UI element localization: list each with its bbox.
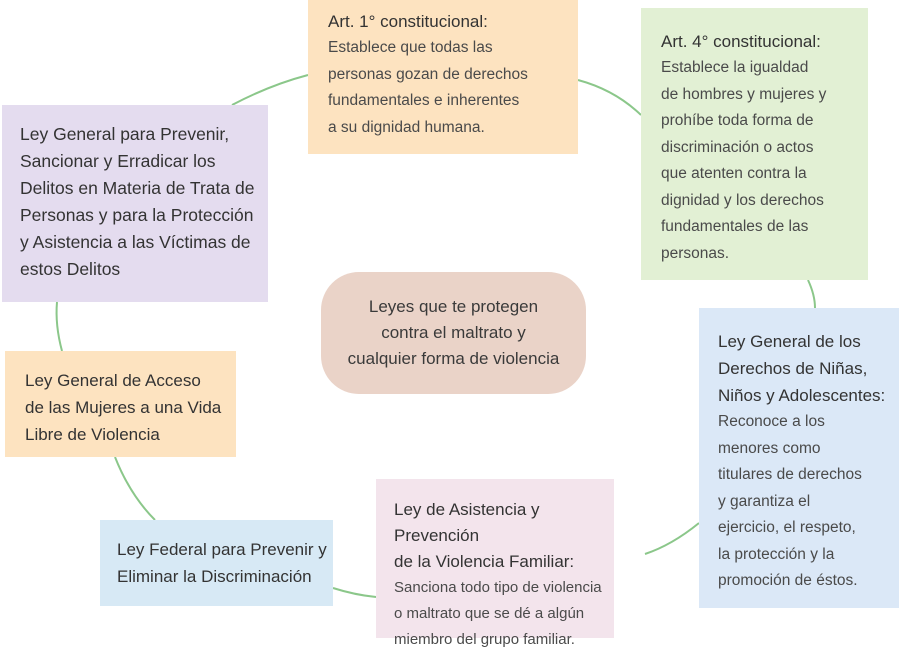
node-ley-trata-personas — [2, 105, 268, 302]
connector-art1-art4 — [578, 80, 641, 115]
node-title: Ley Federal para Prevenir y Eliminar la Discriminación — [117, 540, 327, 586]
node-ley-derechos-ninos — [699, 308, 899, 608]
node-ley-discriminacion — [100, 520, 333, 606]
center-topic: Leyes que te protegen contra el maltrato y cualquier forma de violencia — [321, 272, 586, 394]
node-art1-constitucional — [308, 0, 578, 154]
node-ley-acceso-mujeres — [5, 351, 236, 457]
connector-ninos-familiar — [645, 523, 699, 554]
connector-acceso-trata — [57, 302, 62, 351]
connector-discrim-acceso — [115, 457, 155, 520]
connector-trata-art1 — [232, 75, 308, 105]
node-ley-violencia-familiar — [376, 479, 614, 648]
node-title: Art. 4° constitucional: — [661, 32, 821, 51]
node-art4-constitucional — [641, 8, 868, 280]
node-title: Ley General de Acceso de las Mujeres a una Vida Libre de Violencia — [25, 371, 222, 444]
node-title: Ley de Asistencia y Prevención de la Violencia Familiar: — [394, 500, 575, 571]
node-title: Ley General para Prevenir, Sancionar y Erradicar los Delitos en Materia de Trata de Personas y para la Protección y Asistencia a las Víctimas de estos Delitos — [20, 124, 255, 279]
node-body: Establece la igualdad de hombres y mujeres y prohíbe toda forma de discriminación o actos que atenten contra la dignidad y los derechos fundamentales de las personas. — [661, 59, 827, 262]
node-title: Ley General de los Derechos de Niñas, Niños y Adolescentes: — [718, 332, 886, 405]
node-body: Reconoce a los menores como titulares de derechos y garantiza el ejercicio, el respeto, la protección y la promoción de éstos. — [718, 413, 862, 589]
connector-familiar-discrim — [333, 588, 376, 597]
node-body: Establece que todas las personas gozan de derechos fundamentales e inherentes a su dignidad humana. — [328, 39, 528, 136]
node-body: Sanciona todo tipo de violencia o maltrato que se dé a algún miembro del grupo familiar. — [394, 579, 602, 648]
node-title: Art. 1° constitucional: — [328, 12, 488, 31]
connector-art4-ninos — [808, 280, 815, 308]
